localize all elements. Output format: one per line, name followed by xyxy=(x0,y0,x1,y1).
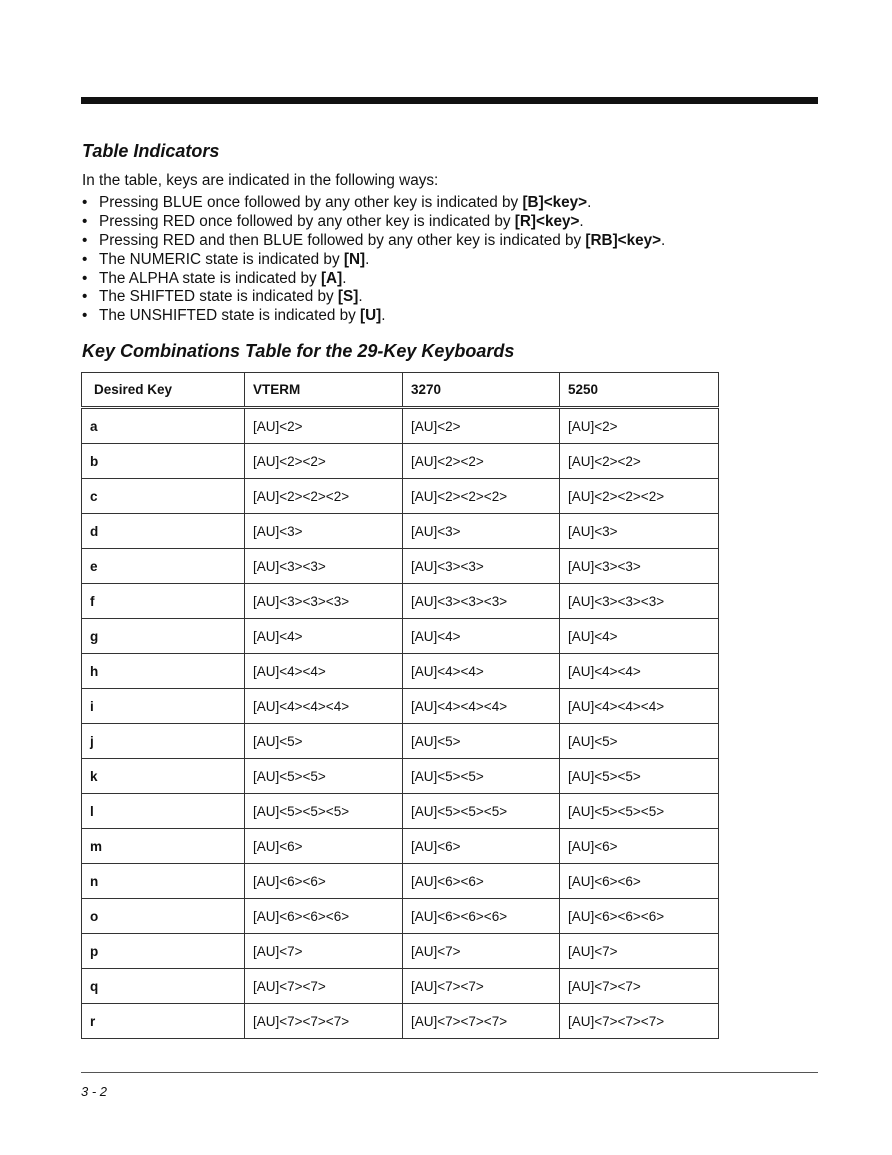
cell-5250: [AU]<5><5><5> xyxy=(560,794,719,829)
cell-desired-key: k xyxy=(82,759,245,794)
cell-desired-key: i xyxy=(82,689,245,724)
list-item-indicator: [B]<key> xyxy=(522,194,588,211)
bullet-icon: • xyxy=(82,269,88,287)
bullet-icon: • xyxy=(82,288,88,306)
cell-vterm: [AU]<2><2> xyxy=(245,444,403,479)
list-item-indicator: [A] xyxy=(320,269,343,287)
list-item-end: . xyxy=(579,212,584,230)
cell-vterm: [AU]<5><5> xyxy=(245,759,403,794)
table-row xyxy=(82,724,719,759)
table-row xyxy=(82,584,719,619)
list-item-text: Pressing BLUE once followed by any other key is indicated by xyxy=(99,194,523,211)
list-item-text: Pressing RED once followed by any other key is indicated by xyxy=(99,212,515,230)
cell-vterm: [AU]<6><6><6> xyxy=(245,899,403,934)
cell-vterm: [AU]<7><7><7> xyxy=(245,1004,403,1039)
list-item-end: . xyxy=(365,250,370,268)
cell-desired-key: o xyxy=(82,899,245,934)
table-row xyxy=(82,864,719,899)
cell-desired-key: e xyxy=(82,549,245,584)
cell-3270: [AU]<4><4> xyxy=(403,654,560,689)
list-item-end: . xyxy=(342,269,347,287)
section-title-key-combinations: Key Combinations Table for the 29-Key Keyboards xyxy=(82,341,515,361)
cell-vterm: [AU]<5> xyxy=(245,724,403,759)
cell-desired-key: n xyxy=(82,864,245,899)
table-header-row xyxy=(82,373,719,408)
list-item-indicator: [R]<key> xyxy=(514,212,580,230)
cell-vterm: [AU]<6> xyxy=(245,829,403,864)
cell-5250: [AU]<6><6> xyxy=(560,864,719,899)
cell-3270: [AU]<2><2> xyxy=(403,444,560,479)
cell-desired-key: p xyxy=(82,934,245,969)
bullet-icon: • xyxy=(82,194,88,211)
header-3270: 3270 xyxy=(403,373,560,408)
bullet-icon: • xyxy=(82,231,88,249)
cell-5250: [AU]<5><5> xyxy=(560,759,719,794)
cell-5250: [AU]<2> xyxy=(560,408,719,444)
table-row xyxy=(82,969,719,1004)
cell-5250: [AU]<3> xyxy=(560,514,719,549)
cell-vterm: [AU]<6><6> xyxy=(245,864,403,899)
cell-5250: [AU]<2><2><2> xyxy=(560,479,719,514)
cell-5250: [AU]<5> xyxy=(560,724,719,759)
list-item xyxy=(82,307,665,326)
cell-3270: [AU]<5><5> xyxy=(403,759,560,794)
list-item-text: The UNSHIFTED state is indicated by xyxy=(99,307,360,325)
cell-5250: [AU]<6> xyxy=(560,829,719,864)
cell-desired-key: f xyxy=(82,584,245,619)
header-desired-key: Desired Key xyxy=(82,373,245,408)
bullet-icon: • xyxy=(82,212,88,230)
cell-vterm: [AU]<7> xyxy=(245,934,403,969)
section-title-table-indicators: Table Indicators xyxy=(82,141,220,161)
cell-3270: [AU]<2> xyxy=(403,408,560,444)
table-row xyxy=(82,759,719,794)
cell-desired-key: d xyxy=(82,514,245,549)
list-item-text: Pressing RED and then BLUE followed by any other key is indicated by xyxy=(99,231,586,249)
cell-5250: [AU]<7><7><7> xyxy=(560,1004,719,1039)
list-item xyxy=(82,213,665,232)
cell-desired-key: r xyxy=(82,1004,245,1039)
cell-3270: [AU]<3><3> xyxy=(403,549,560,584)
cell-3270: [AU]<2><2><2> xyxy=(403,479,560,514)
list-item-end: . xyxy=(587,194,592,211)
table-body xyxy=(82,408,719,1039)
list-item-indicator: [S] xyxy=(337,288,359,306)
list-item xyxy=(82,232,665,251)
cell-vterm: [AU]<2> xyxy=(245,408,403,444)
cell-vterm: [AU]<4><4><4> xyxy=(245,689,403,724)
cell-desired-key: m xyxy=(82,829,245,864)
cell-3270: [AU]<4> xyxy=(403,619,560,654)
table-row xyxy=(82,619,719,654)
cell-vterm: [AU]<3><3><3> xyxy=(245,584,403,619)
cell-vterm: [AU]<7><7> xyxy=(245,969,403,1004)
cell-3270: [AU]<6><6><6> xyxy=(403,899,560,934)
key-combinations-table xyxy=(81,372,719,1039)
list-item-text: The SHIFTED state is indicated by xyxy=(99,288,338,306)
cell-desired-key: q xyxy=(82,969,245,1004)
bullet-icon: • xyxy=(82,307,88,325)
cell-desired-key: g xyxy=(82,619,245,654)
list-item-text: The NUMERIC state is indicated by xyxy=(99,250,344,268)
table-row xyxy=(82,899,719,934)
list-item xyxy=(82,270,665,289)
cell-3270: [AU]<6><6> xyxy=(403,864,560,899)
list-item-end: . xyxy=(358,288,363,306)
cell-desired-key: l xyxy=(82,794,245,829)
cell-vterm: [AU]<2><2><2> xyxy=(245,479,403,514)
list-item-end: . xyxy=(381,307,386,325)
cell-desired-key: b xyxy=(82,444,245,479)
cell-3270: [AU]<7><7><7> xyxy=(403,1004,560,1039)
cell-3270: [AU]<7> xyxy=(403,934,560,969)
list-item-text: The ALPHA state is indicated by xyxy=(99,269,321,287)
cell-5250: [AU]<7> xyxy=(560,934,719,969)
cell-5250: [AU]<2><2> xyxy=(560,444,719,479)
cell-5250: [AU]<4> xyxy=(560,619,719,654)
cell-vterm: [AU]<4> xyxy=(245,619,403,654)
list-item-end: . xyxy=(661,231,666,249)
table-row xyxy=(82,408,719,444)
cell-5250: [AU]<4><4> xyxy=(560,654,719,689)
cell-5250: [AU]<3><3><3> xyxy=(560,584,719,619)
cell-3270: [AU]<6> xyxy=(403,829,560,864)
table-row xyxy=(82,829,719,864)
list-item xyxy=(82,251,665,270)
list-item xyxy=(82,194,665,213)
cell-5250: [AU]<6><6><6> xyxy=(560,899,719,934)
cell-vterm: [AU]<3> xyxy=(245,514,403,549)
header-rule xyxy=(81,97,818,104)
table-row xyxy=(82,444,719,479)
cell-3270: [AU]<7><7> xyxy=(403,969,560,1004)
cell-3270: [AU]<4><4><4> xyxy=(403,689,560,724)
cell-vterm: [AU]<5><5><5> xyxy=(245,794,403,829)
page-number: 3 - 2 xyxy=(81,1084,108,1099)
bullet-icon: • xyxy=(82,250,88,268)
cell-5250: [AU]<4><4><4> xyxy=(560,689,719,724)
list-item-indicator: [U] xyxy=(360,307,382,325)
cell-vterm: [AU]<3><3> xyxy=(245,549,403,584)
intro-text: In the table, keys are indicated in the following ways: xyxy=(82,172,439,189)
cell-desired-key: j xyxy=(82,724,245,759)
header-5250: 5250 xyxy=(560,373,719,408)
table-row xyxy=(82,689,719,724)
cell-5250: [AU]<7><7> xyxy=(560,969,719,1004)
cell-desired-key: c xyxy=(82,479,245,514)
cell-desired-key: a xyxy=(82,408,245,444)
cell-3270: [AU]<5><5><5> xyxy=(403,794,560,829)
cell-vterm: [AU]<4><4> xyxy=(245,654,403,689)
table-row xyxy=(82,1004,719,1039)
list-item xyxy=(82,288,665,307)
table-row xyxy=(82,514,719,549)
footer-rule xyxy=(81,1072,818,1073)
table-row xyxy=(82,479,719,514)
indicator-list xyxy=(82,194,665,326)
header-vterm: VTERM xyxy=(245,373,403,408)
cell-3270: [AU]<3><3><3> xyxy=(403,584,560,619)
list-item-indicator: [RB]<key> xyxy=(585,231,662,249)
cell-3270: [AU]<3> xyxy=(403,514,560,549)
table-row xyxy=(82,794,719,829)
table-row xyxy=(82,654,719,689)
list-item-indicator: [N] xyxy=(343,250,366,268)
table-row xyxy=(82,934,719,969)
cell-desired-key: h xyxy=(82,654,245,689)
cell-5250: [AU]<3><3> xyxy=(560,549,719,584)
table-row xyxy=(82,549,719,584)
cell-3270: [AU]<5> xyxy=(403,724,560,759)
